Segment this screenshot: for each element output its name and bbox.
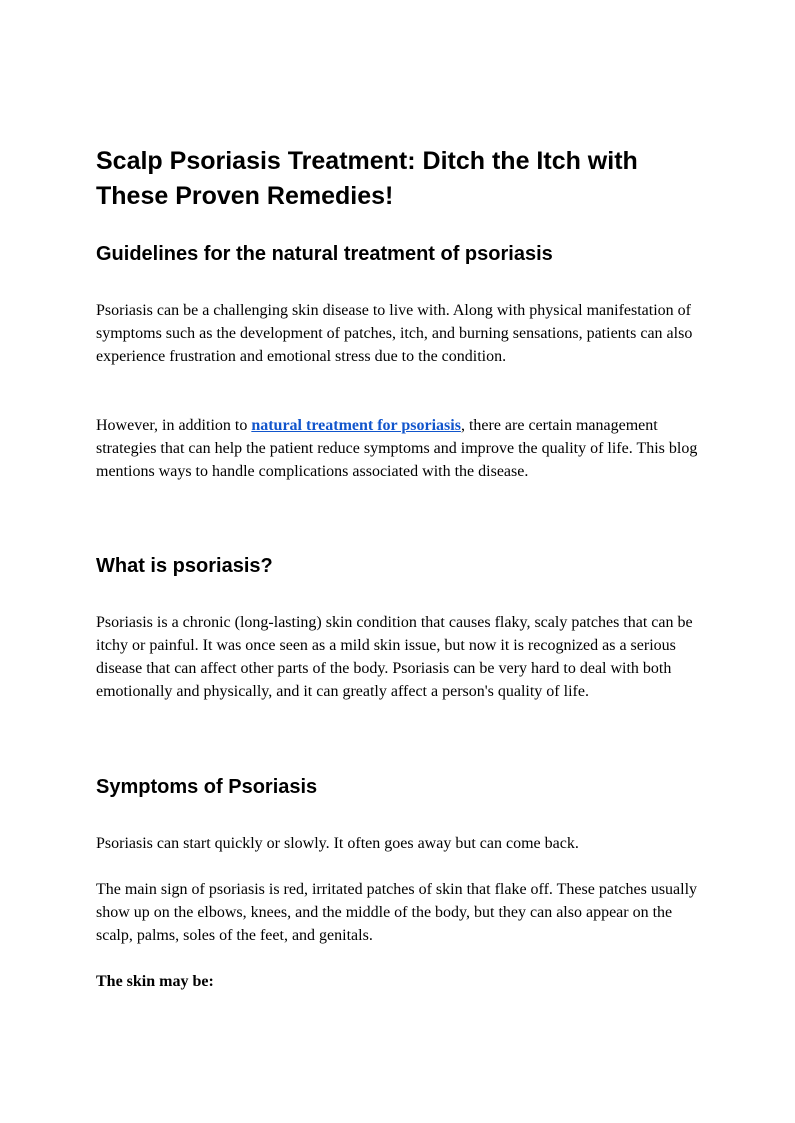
heading-guidelines: Guidelines for the natural treatment of psoriasis (96, 243, 553, 265)
guidelines-paragraph-2-text-before: However, in addition to (96, 417, 252, 434)
natural-treatment-link[interactable]: natural treatment for psoriasis (251, 417, 461, 434)
guidelines-paragraph-1: Psoriasis can be a challenging skin disease to live with. Along with physical manifestation of symptoms such as the development of patches, itch, and burning sensations, patients can also experience frustration and emotional stress due to the condition. (96, 302, 693, 365)
symptoms-paragraph-1: Psoriasis can start quickly or slowly. It often goes away but can come back. (96, 835, 579, 852)
guidelines-paragraph-2-text-after: , there are certain management strategies that can help the patient reduce symptoms and improve the quality of life. This blog mentions ways to handle complications associated with the disease. (96, 417, 698, 480)
skin-may-be-label: The skin may be: (96, 973, 214, 990)
heading-symptoms: Symptoms of Psoriasis (96, 776, 318, 798)
what-is-paragraph: Psoriasis is a chronic (long-lasting) skin condition that causes flaky, scaly patches that can be itchy or painful. It was once seen as a mild skin issue, but now it is recognized as a serious disease that can affect other parts of the body. Psoriasis can be very hard to deal with both emotionally and physically, and it can greatly affect a person's quality of life. (96, 614, 693, 700)
heading-what-is-psoriasis: What is psoriasis? (96, 555, 273, 577)
guidelines-paragraph-2 (96, 414, 700, 483)
document-title: Scalp Psoriasis Treatment: Ditch the Itch with These Proven Remedies! (96, 147, 638, 210)
symptoms-paragraph-2: The main sign of psoriasis is red, irritated patches of skin that flake off. These patches usually show up on the elbows, knees, and the middle of the body, but they can also appear on the scalp, palms, soles of the feet, and genitals. (96, 881, 698, 944)
